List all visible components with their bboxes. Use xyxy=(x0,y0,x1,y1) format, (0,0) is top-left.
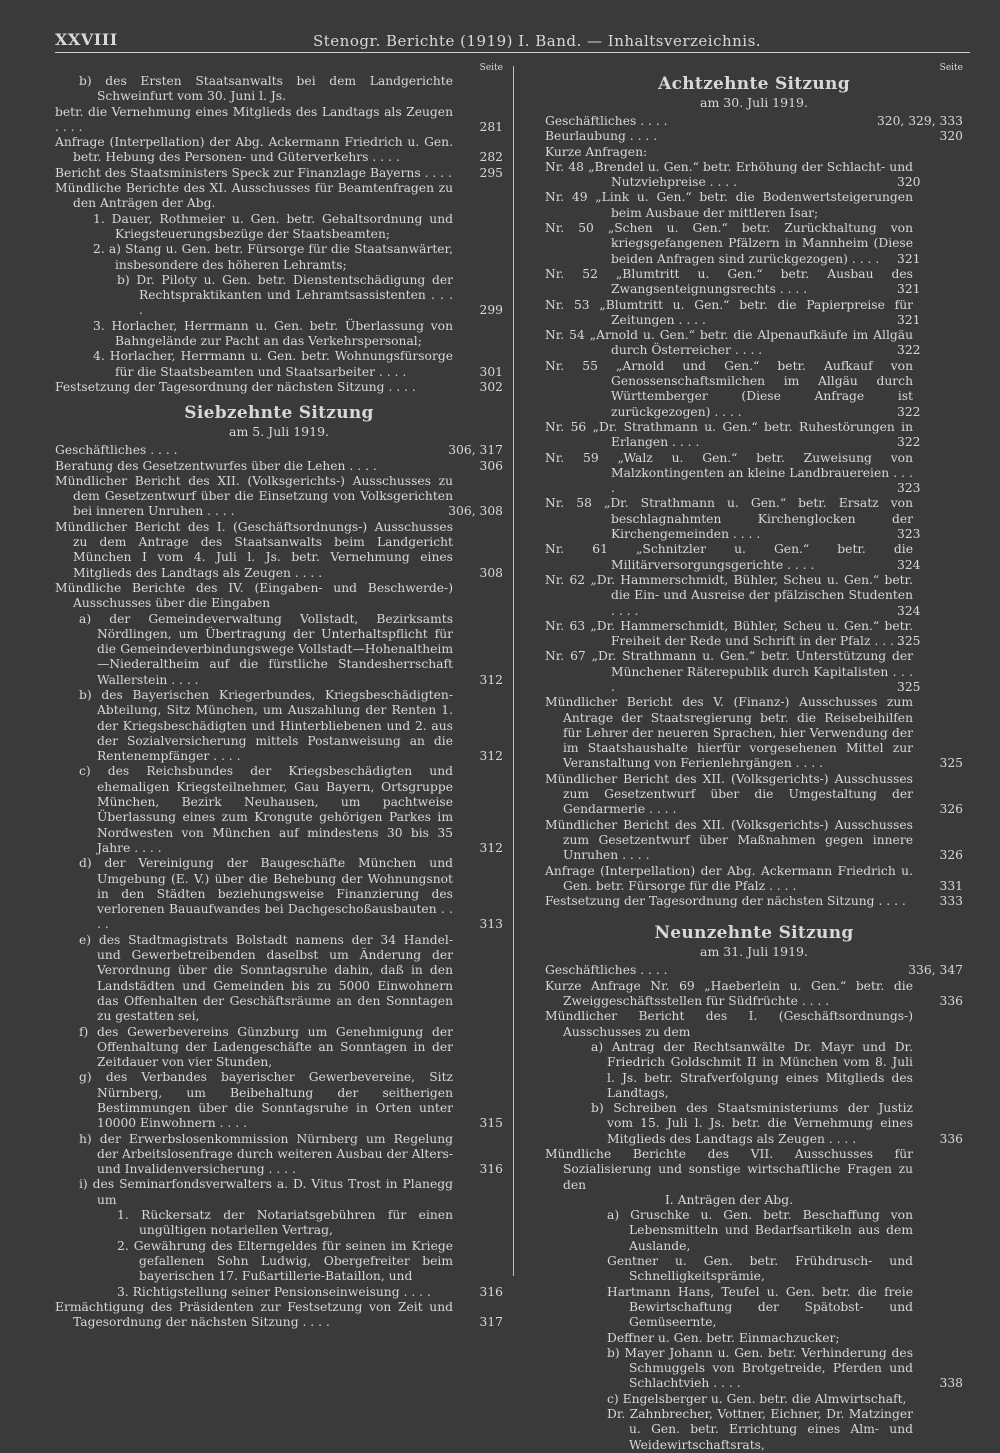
seite-label: Seite xyxy=(939,63,963,73)
leader-dots: . . . . xyxy=(618,848,650,863)
leader-dots: . . . . xyxy=(298,1315,330,1330)
toc-entry xyxy=(545,1407,963,1453)
toc-entry-text: Kurze Anfrage Nr. 69 „Haeberlein u. Gen.“ betr. die Zweiggeschäftsstellen für Südfrüchte xyxy=(545,978,913,1009)
toc-entry xyxy=(545,114,963,129)
section-date: am 31. Juli 1919. xyxy=(700,944,808,960)
toc-entry xyxy=(545,1009,963,1040)
toc-entry-text: Dr. Zahnbrecher, Vottner, Eichner, Dr. Matzinger u. Gen. betr. Errichtung eines Alm- und Weidewirtschaftsrats, xyxy=(607,1407,913,1452)
toc-entry: Nr. 53 „Blumtritt u. Gen.“ betr. die Papierpreise für Zeitungen . . . . 321 xyxy=(545,297,921,327)
leader-dots: . . . . xyxy=(674,312,706,327)
toc-entry xyxy=(55,349,503,380)
toc-entry-text: e) des Stadtmagistrats Bolstadt namens der 34 Handel- und Gewerbetreibenden daselbst um Änderung der Verordnung über die Sonntagsruhe dahin, daß in den Landstädten und Gemeinden bis zu 5000 Einwohnern das Offenhalten der Geschäftsräume an den Sonntagen zu gestatten sei, xyxy=(79,932,453,1024)
toc-entry-text: b) Schreiben des Staatsministeriums der Justiz vom 15. Juli l. Js. betr. die Vernehmung eines Mitglieds des Landtags als Zeugen xyxy=(591,1101,913,1146)
toc-entry-text: Geschäftliches xyxy=(545,114,637,128)
toc-entry-text: 2. a) Stang u. Gen. betr. Fürsorge für die Staatsanwärter, insbesondere des höheren Lehramts; xyxy=(93,242,453,272)
page-ref: 302 xyxy=(479,379,503,394)
leader-dots: . . . . xyxy=(203,504,235,519)
toc-entry-text: Nr. 50 „Schen u. Gen.“ betr. Zurückhaltung von kriegsgefangenen Pfälzern in Mannheim (Diese beiden Anfragen sind zurückgezogen) xyxy=(545,221,913,266)
leader-dots: . . . . xyxy=(797,994,830,1009)
leader-dots: . . . . xyxy=(611,603,639,618)
toc-entry xyxy=(545,190,963,221)
leader-dots: . . . . xyxy=(645,802,677,817)
toc-entry xyxy=(545,1040,963,1101)
toc-entry xyxy=(55,135,503,166)
toc-entry xyxy=(545,1285,963,1331)
toc-entry xyxy=(55,581,503,612)
leader-dots: . . . . xyxy=(167,672,199,687)
section-date: am 5. Juli 1919. xyxy=(229,424,329,440)
toc-entry xyxy=(55,520,503,581)
toc-entry xyxy=(55,764,503,856)
page-ref: 336 xyxy=(939,994,963,1009)
page-ref: 312 xyxy=(479,840,503,855)
toc-entry: Nr. 54 „Arnold u. Gen.“ betr. die Alpenaufkäufe im Allgäu durch Österreicher . . . . 322 xyxy=(545,328,921,358)
toc-entry-text: Nr. 54 „Arnold u. Gen.“ betr. die Alpenaufkäufe im Allgäu durch Österreicher xyxy=(545,328,913,358)
toc-entry-text: betr. die Vernehmung eines Mitglieds des Landtags als Zeugen xyxy=(55,104,453,119)
leader-dots: . . . . xyxy=(783,557,815,572)
toc-entry-text: Nr. 61 „Schnitzler u. Gen.“ betr. die Militärversorgungsgerichte xyxy=(545,542,913,572)
toc-entry-text: Deffner u. Gen. betr. Einmachzucker; xyxy=(607,1330,840,1345)
toc-entry xyxy=(55,933,503,1025)
toc-entry xyxy=(55,459,503,474)
page-ref: 316 xyxy=(479,1162,503,1177)
leader-dots: . . . . xyxy=(375,364,407,379)
leader-dots: . . . . xyxy=(209,749,241,764)
leader-dots: . . . . xyxy=(130,840,162,855)
toc-entry: Nr. 58 „Dr. Strathmann u. Gen.“ betr. Ersatz von beschlagnahmten Kirchenglocken der Kirchengemeinden . . . . 323 xyxy=(545,496,921,542)
toc-entry-text: Mündlicher Bericht des XII. (Volksgerichts-) Ausschusses zum Gesetzentwurf über Maßnahmen gegen innere Unruhen xyxy=(545,817,913,863)
left-column xyxy=(55,62,503,1330)
page-ref: 317 xyxy=(479,1315,503,1330)
leader-dots: . . . . xyxy=(730,343,763,358)
toc-entry xyxy=(55,443,503,458)
page-ref: 316 xyxy=(479,1284,503,1299)
toc-entry-text: Nr. 67 „Dr. Strathmann u. Gen.“ betr. Unterstützung der Münchener Räterepublik durch Kapitalisten xyxy=(545,649,913,679)
toc-entry xyxy=(55,181,503,212)
toc-entry-text: Nr. 55 „Arnold und Gen.“ betr. Aufkauf von Genossenschaftsmilchen im Allgäu durch Württemberger (Diese Anfrage ist zurückgezogen) xyxy=(545,358,913,419)
leader-dots: . . . . xyxy=(399,1284,431,1299)
toc-entry-text: b) des Bayerischen Kriegerbundes, Kriegsbeschädigten-Abteilung, Sitz München, um Auszahlung der Renten 1. der Kriegsbeschädigten und Hinterbliebenen und 2. aus der Sozialversicherung mittels Postanweisung an die Rentenempfänger xyxy=(79,687,453,764)
toc-entry-text: Nr. 48 „Brendel u. Gen.“ betr. Erhöhung der Schlacht- und Nutzviehpreise xyxy=(545,159,913,190)
toc-entry-text: Mündliche Berichte des VII. Ausschusses für Sozialisierung und sonstige wirtschaftliche Fragen zu den xyxy=(545,1147,913,1192)
page-ref: 333 xyxy=(939,894,963,909)
toc-entry xyxy=(545,1392,963,1407)
toc-entry-text: g) des Verbandes bayerischer Gewerbevereine, Sitz Nürnberg, um Beibehaltung der seitherigen Bestimmungen über die Sonntagsruhe in Orten unter 10000 Einwohnern xyxy=(79,1070,453,1131)
toc-entry-text: Mündlicher Bericht des XII. (Volksgerichts-) Ausschusses zum Gesetzentwurf über die Umgestaltung der Gendarmerie xyxy=(545,771,913,817)
toc-entry-text: Festsetzung der Tagesordnung der nächsten Sitzung xyxy=(545,894,875,909)
page-ref: 282 xyxy=(479,150,503,165)
page-ref: 331 xyxy=(939,878,963,893)
toc-entry xyxy=(545,894,963,909)
toc-entry xyxy=(545,963,963,978)
toc-entry xyxy=(545,1208,963,1254)
toc-entry-text: 3. Horlacher, Herrmann u. Gen. betr. Überlassung von Bahngelände zur Pacht an das Verkehrspersonal; xyxy=(93,318,453,349)
toc-entry-text: Nr. 56 „Dr. Strathmann u. Gen.“ betr. Ruhestörungen in Erlangen xyxy=(545,419,913,450)
toc-entry-text: 1. Dauer, Rothmeier u. Gen. betr. Gehaltsordnung und Kriegsteuerungsbezüge der Staatsbeamten; xyxy=(93,211,453,241)
toc-entry xyxy=(55,688,503,764)
toc-entry xyxy=(545,1193,963,1208)
leader-dots: . . . . xyxy=(729,527,761,542)
toc-entry xyxy=(55,1070,503,1131)
leader-dots: . . . . xyxy=(146,443,178,458)
page-ref: 308 xyxy=(479,565,503,580)
page-ref: 315 xyxy=(479,1116,503,1131)
toc-entry xyxy=(545,772,963,818)
toc-entry: Nr. 48 „Brendel u. Gen.“ betr. Erhöhung der Schlacht- und Nutzviehpreise . . . . 320 xyxy=(545,159,921,190)
page-ref: 313 xyxy=(479,917,503,932)
leader-dots: . . . . xyxy=(775,282,808,297)
toc-entry xyxy=(545,979,963,1010)
toc-entry-text: Geschäftliches xyxy=(55,443,147,458)
toc-entry-text: Festsetzung der Tagesordnung der nächsten Sitzung xyxy=(55,379,385,394)
toc-entry-text: c) Engelsberger u. Gen. betr. die Almwirtschaft, xyxy=(607,1391,907,1406)
page-ref: 306, 317 xyxy=(448,443,503,458)
toc-entry-text: Mündlicher Bericht des V. (Finanz-) Ausschusses zum Antrage der Staatsregierung betr. die Reisebeihilfen für Lehrer der neueren Sprachen, hier Verwendung der im Staatshaushalte hierfür vorgesehenen Mittel zur Veranstaltung von Ferienlehrgängen xyxy=(545,695,913,771)
toc-entry-text: Geschäftliches xyxy=(545,963,637,978)
toc-entry: Nr. 52 „Blumtritt u. Gen.“ betr. Ausbau des Zwangsenteignungsrechts . . . . 321 xyxy=(545,266,921,297)
page-ref: 281 xyxy=(479,119,503,134)
toc-entry-text: Bericht des Staatsministers Speck zur Finanzlage Bayerns xyxy=(55,165,421,180)
toc-entry xyxy=(545,129,963,144)
toc-entry-text: Hartmann Hans, Teufel u. Gen. betr. die freie Bewirtschaftung der Spätobst- und Gemüseernte, xyxy=(607,1284,913,1330)
toc-entry xyxy=(545,1346,963,1392)
toc-entry-text: Nr. 53 „Blumtritt u. Gen.“ betr. die Papierpreise für Zeitungen xyxy=(545,297,913,327)
toc-entry xyxy=(545,818,963,864)
toc-entry-text: 4. Horlacher, Herrmann u. Gen. betr. Wohnungsfürsorge für die Staatsbeamten und Staatsarbeiter xyxy=(93,349,453,379)
toc-entry xyxy=(545,695,963,771)
leader-dots: . . . . xyxy=(368,150,400,165)
toc-entry xyxy=(55,212,503,243)
leader-dots: . . . . xyxy=(710,404,742,419)
toc-entry: Nr. 61 „Schnitzler u. Gen.“ betr. die Militärversorgungsgerichte . . . . 324 xyxy=(545,542,921,572)
page-ref: 299 xyxy=(479,303,503,318)
toc-entry-text: Ermächtigung des Präsidenten zur Festsetzung von Zeit und Tagesordnung der nächsten Sitzung xyxy=(55,1299,453,1330)
leader-dots: . . . . xyxy=(290,565,323,580)
leader-dots: . . . . xyxy=(139,288,453,318)
page-ref: 320 xyxy=(939,129,963,144)
toc-entry-text: Nr. 59 „Walz u. Gen.“ betr. Zuweisung von Malzkontingenten an kleine Landbrauereien xyxy=(545,450,913,480)
leader-dots: . . . . xyxy=(705,175,738,190)
page-ref: 312 xyxy=(479,672,503,687)
toc-entry-text: Mündliche Berichte des IV. (Eingaben- und Beschwerde-) Ausschusses über die Eingaben xyxy=(55,580,453,611)
leader-dots: . . . . xyxy=(264,1162,296,1177)
toc-entry-text: 2. Gewährung des Elterngeldes für seinen im Kriege gefallenen Sohn Ludwig, Obergefreiter beim bayerischen 17. Fußartillerie-Bataillon, und xyxy=(117,1238,453,1284)
toc-entry xyxy=(545,864,963,895)
toc-entry-text: a) der Gemeindeverwaltung Vollstadt, Bezirksamts Nördlingen, um Übertragung der Unterhaltspflicht für die Gemeindeverbindungswege Vollstadt—Hohenaltheim—Niederaltheim auf die fürstliche Standesherrschaft Wallerstein xyxy=(79,611,453,687)
toc-entry: Nr. 62 „Dr. Hammerschmidt, Bühler, Scheu u. Gen.“ betr. die Ein- und Ausreise der pfälzischen Studenten . . . . 324 xyxy=(545,572,921,618)
toc-entry xyxy=(55,319,503,350)
leader-dots: . . . . xyxy=(384,379,416,394)
leader-dots: . . . . xyxy=(636,963,668,978)
column-divider xyxy=(513,66,514,1276)
toc-entry-text: Kurze Anfragen: xyxy=(545,144,648,159)
toc-entry xyxy=(545,1254,963,1285)
toc-entry-text: b) Dr. Piloty u. Gen. betr. Dienstentschädigung der Rechtspraktikanten und Lehramtsassistenten xyxy=(117,272,453,303)
toc-list xyxy=(55,74,503,395)
toc-entry xyxy=(545,1331,963,1346)
leader-dots: . . . . xyxy=(870,634,902,649)
section-date: am 30. Juli 1919. xyxy=(700,95,808,110)
toc-entry-text: Mündlicher Bericht des XII. (Volksgerichts-) Ausschusses zu dem Gesetzentwurf über die Einsetzung von Volksgerichten bei inneren Unruhen xyxy=(55,473,453,519)
leader-dots: . . . . xyxy=(345,458,377,473)
section-title: Neunzehnte Sitzung xyxy=(654,923,854,944)
toc-list xyxy=(545,963,963,1453)
toc-list xyxy=(55,443,503,1330)
leader-dots: . . . . xyxy=(791,756,824,771)
toc-entry xyxy=(55,1285,503,1300)
page-ref: 306 xyxy=(479,458,503,473)
toc-entry xyxy=(545,1101,963,1147)
toc-entry xyxy=(55,242,503,273)
leader-dots: . . . . xyxy=(420,165,452,180)
toc-entry: Nr. 67 „Dr. Strathmann u. Gen.“ betr. Unterstützung der Münchener Räterepublik durch Kapitalisten . . . . 325 xyxy=(545,649,921,694)
toc-entry-text: i) des Seminarfondsverwalters a. D. Vitus Trost in Planegg um xyxy=(79,1177,453,1207)
leader-dots: . . . . xyxy=(709,1376,741,1391)
toc-entry-text: Nr. 63 „Dr. Hammerschmidt, Bühler, Scheu u. Gen.“ betr. Freiheit der Rede und Schrift in der Pfalz xyxy=(545,618,913,649)
page-number: XXVIII xyxy=(55,30,118,49)
seite-label: Seite xyxy=(479,63,503,73)
toc-entry-text: Beurlaubung xyxy=(545,129,626,144)
toc-entry-text: Anfrage (Interpellation) der Abg. Ackermann Friedrich u. Gen. betr. Hebung des Personen- und Güterverkehrs xyxy=(55,135,453,165)
toc-entry xyxy=(55,1300,503,1331)
leader-dots: . . . . xyxy=(611,465,913,496)
toc-entry xyxy=(55,166,503,181)
page-ref: 326 xyxy=(939,802,963,817)
toc-entry-text: Gentner u. Gen. betr. Frühdrusch- und Schnelligkeitsprämie, xyxy=(607,1254,913,1284)
page-ref: 301 xyxy=(479,364,503,379)
leader-dots: . . . . xyxy=(765,878,797,893)
leader-dots: . . . . xyxy=(874,894,906,909)
leader-dots: . . . . xyxy=(824,1131,857,1146)
toc-entry xyxy=(55,1132,503,1178)
page-ref: 336, 347 xyxy=(908,963,963,978)
toc-entry-text: Mündlicher Bericht des I. (Geschäftsordnungs-) Ausschusses zu dem xyxy=(545,1009,913,1039)
leader-dots: . . . . xyxy=(668,435,700,450)
toc-entry xyxy=(55,474,503,520)
toc-entry-text: d) der Vereinigung der Baugeschäfte München und Umgebung (E. V.) über die Behebung der Wohnungsnot in den Städten beziehungsweise Finanzierung des verlorenen Bauaufwandes bei Dachgeschoßausbauten xyxy=(79,856,453,917)
toc-entry xyxy=(55,273,503,319)
leader-dots: . . . . xyxy=(636,114,668,128)
toc-entry-text: Nr. 49 „Link u. Gen.“ betr. die Bodenwertsteigerungen beim Ausbaue der mittleren Isar; xyxy=(545,190,913,220)
page-ref: 336 xyxy=(939,1131,963,1146)
toc-entry-text: Beratung des Gesetzentwurfes über die Lehen xyxy=(55,458,346,473)
toc-entry xyxy=(545,145,963,160)
toc-entry: Nr. 56 „Dr. Strathmann u. Gen.“ betr. Ruhestörungen in Erlangen . . . . 322 xyxy=(545,419,921,450)
toc-entry-text: c) des Reichsbundes der Kriegsbeschädigten und ehemaligen Kriegsteilnehmer, Gau Bayern, Ortsgruppe München, Bezirk Neuhausen, um pachtweise Überlassung eines zum Krongute gehörigen Parkes im Nordwesten von München auf mindestens 30 bis 35 Jahre xyxy=(79,764,453,855)
leader-dots: . . . . xyxy=(97,902,453,932)
toc-list xyxy=(545,114,963,909)
page-ref: 312 xyxy=(479,749,503,764)
leader-dots: . . . . xyxy=(215,1116,247,1131)
toc-entry-text: b) Mayer Johann u. Gen. betr. Verhinderung des Schmuggels von Brotgetreide, Pferden und Schlachtvieh xyxy=(607,1345,913,1391)
toc-entry xyxy=(55,1208,503,1239)
toc-entry-text: b) des Ersten Staatsanwalts bei dem Landgerichte Schweinfurt vom 30. Juni l. Js. xyxy=(79,74,453,104)
toc-entry-text: a) Gruschke u. Gen. betr. Beschaffung von Lebensmitteln und Bedarfsartikeln aus dem Auslande, xyxy=(607,1208,913,1253)
page-ref: 338 xyxy=(939,1376,963,1391)
running-title: Stenogr. Berichte (1919) I. Band. — Inhaltsverzeichnis. xyxy=(313,32,762,50)
toc-entry-text: Nr. 62 „Dr. Hammerschmidt, Bühler, Scheu u. Gen.“ betr. die Ein- und Ausreise der pfälzischen Studenten xyxy=(545,572,913,603)
toc-entry xyxy=(55,612,503,688)
toc-entry: Nr. 50 „Schen u. Gen.“ betr. Zurückhaltung von kriegsgefangenen Pfälzern in Mannheim (Diese beiden Anfragen sind zurückgezogen) . . . . 321 xyxy=(545,221,921,266)
toc-entry-text: a) Antrag der Rechtsanwälte Dr. Mayr und Dr. Friedrich Goldschmit II in München vom 8. Juli l. Js. betr. Strafverfolgung eines Mitglieds des Landtags, xyxy=(591,1039,913,1100)
toc-entry-text: Nr. 52 „Blumtritt u. Gen.“ betr. Ausbau des Zwangsenteignungsrechts xyxy=(545,266,913,297)
leader-dots: . . . . xyxy=(55,119,83,134)
toc-entry-text: f) des Gewerbevereins Günzburg um Genehmigung der Offenhaltung der Ladengeschäfte an Sonntagen in der Zeitdauer von vier Stunden, xyxy=(79,1024,453,1070)
toc-entry xyxy=(55,1239,503,1285)
toc-entry-text: h) der Erwerbslosenkommission Nürnberg um Regelung der Arbeitslosenfrage durch weiteren Ausbau der Alters- und Invalidenversicherung xyxy=(79,1131,453,1177)
page-ref: 320, 329, 333 xyxy=(876,114,963,128)
toc-entry: Nr. 55 „Arnold und Gen.“ betr. Aufkauf von Genossenschaftsmilchen im Allgäu durch Württemberger (Diese Anfrage ist zurückgezogen) . . . . 322 xyxy=(545,358,921,419)
page-header xyxy=(55,28,970,53)
page-ref: 306, 308 xyxy=(448,504,503,519)
section-title: Siebzehnte Sitzung xyxy=(184,403,374,424)
toc-entry: Nr. 63 „Dr. Hammerschmidt, Bühler, Scheu u. Gen.“ betr. Freiheit der Rede und Schrift in der Pfalz . . . . 325 xyxy=(545,618,921,649)
toc-entry xyxy=(55,380,503,395)
section-title: Achtzehnte Sitzung xyxy=(658,74,850,94)
leader-dots: . . . . xyxy=(847,251,880,266)
toc-entry xyxy=(545,1147,963,1193)
toc-entry xyxy=(55,74,503,105)
leader-dots: . . . . xyxy=(625,129,658,144)
leader-dots: . . . . xyxy=(611,664,913,694)
toc-entry-text: Nr. 58 „Dr. Strathmann u. Gen.“ betr. Ersatz von beschlagnahmten Kirchenglocken der Kirchengemeinden xyxy=(545,496,913,542)
toc-entry-text: Mündlicher Bericht des I. (Geschäftsordnungs-) Ausschusses zu dem Antrage des Staatsanwalts beim Landgericht München I vom 4. Juli l. Js. betr. Vernehmung eines Mitglieds des Landtags als Zeugen xyxy=(55,519,453,580)
toc-entry xyxy=(55,105,503,136)
right-column xyxy=(545,62,963,1453)
page-ref: 326 xyxy=(939,848,963,863)
toc-entry: Nr. 59 „Walz u. Gen.“ betr. Zuweisung von Malzkontingenten an kleine Landbrauereien . . . . 323 xyxy=(545,450,921,496)
toc-entry-text: 1. Rückersatz der Notariatsgebühren für einen ungültigen notariellen Vertrag, xyxy=(117,1208,453,1238)
page-ref: 295 xyxy=(479,165,503,180)
page-ref: 325 xyxy=(939,756,963,771)
toc-entry-text: Anfrage (Interpellation) der Abg. Ackermann Friedrich u. Gen. betr. Fürsorge für die Pfalz xyxy=(545,863,913,893)
toc-entry-text: I. Anträgen der Abg. xyxy=(664,1192,794,1207)
toc-entry-text: 3. Richtigstellung seiner Pensionseinweisung xyxy=(117,1284,400,1299)
toc-entry xyxy=(55,1177,503,1208)
toc-entry xyxy=(55,856,503,932)
toc-entry xyxy=(55,1025,503,1071)
toc-entry-text: Mündliche Berichte des XI. Ausschusses für Beamtenfragen zu den Anträgen der Abg. xyxy=(55,181,453,211)
